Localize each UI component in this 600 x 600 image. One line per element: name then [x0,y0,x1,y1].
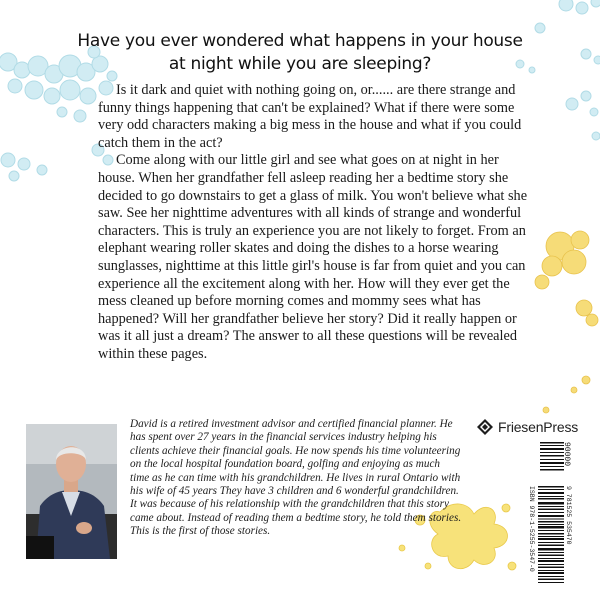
barcode-digits: 9 781525 535470 [565,486,572,545]
author-bio-text: David is a retired investment advisor and certified financial planner. He has spent over 27 years in the financial services industry helping his clients achieve their financial goals. He now spends his time volunteering on the local hospital foundation board, golfing and enjoying as much time as he can time with his grandchildren. He lives in rural Ontario with his wife of 45 years They have 3 children and 6 wonderful grandchildren. It was because of his relationship with the grandchildren that this story came about. Instead of reading them a bedtime story, he told them stories. This is the first of those stories. [130,418,462,538]
author-photo [26,424,117,559]
blurb-paragraph-1: Is it dark and quiet with nothing going on, or...... are there strange and funny things happening that can't be explained? What if there were some very odd characters making a big mess in the house and what if you could catch them in the act? [98,82,522,151]
headline-line-1: Have you ever wondered what happens in your house [77,31,523,51]
isbn-label: ISBN 978-1-5255-3547-0 [528,486,535,572]
publisher-name: FriesenPress [498,419,579,435]
headline [60,30,540,76]
blurb-paragraph-2: Come along with our little girl and see what goes on at night in her house. When her grandfather fell asleep reading her a bedtime story she decided to go downstairs to get a glass of milk. You won't believe what she saw. See her nighttime adventures with all kinds of strange and wonderful characters. This is truly an experience you are not likely to forget. From an elephant wearing roller skates and doing the dishes to a horse wearing sunglasses, nighttime at this little girl's house is far from quiet and you can experience all the excitement along with her. How will they ever get the mess cleaned up before morning comes and mommy sees what has happened? Will her grandfather believe her story? Did it really happen or was it all just a dream? The answer to all these questions will be revealed within these pages. [98,152,528,362]
friesenpress-emblem-icon [476,418,494,436]
blurb [98,82,534,364]
headline-line-2: at night while you are sleeping? [168,54,432,74]
publisher-logo [476,418,578,436]
author-bio [130,418,462,539]
price-code: 90000 [562,442,571,467]
